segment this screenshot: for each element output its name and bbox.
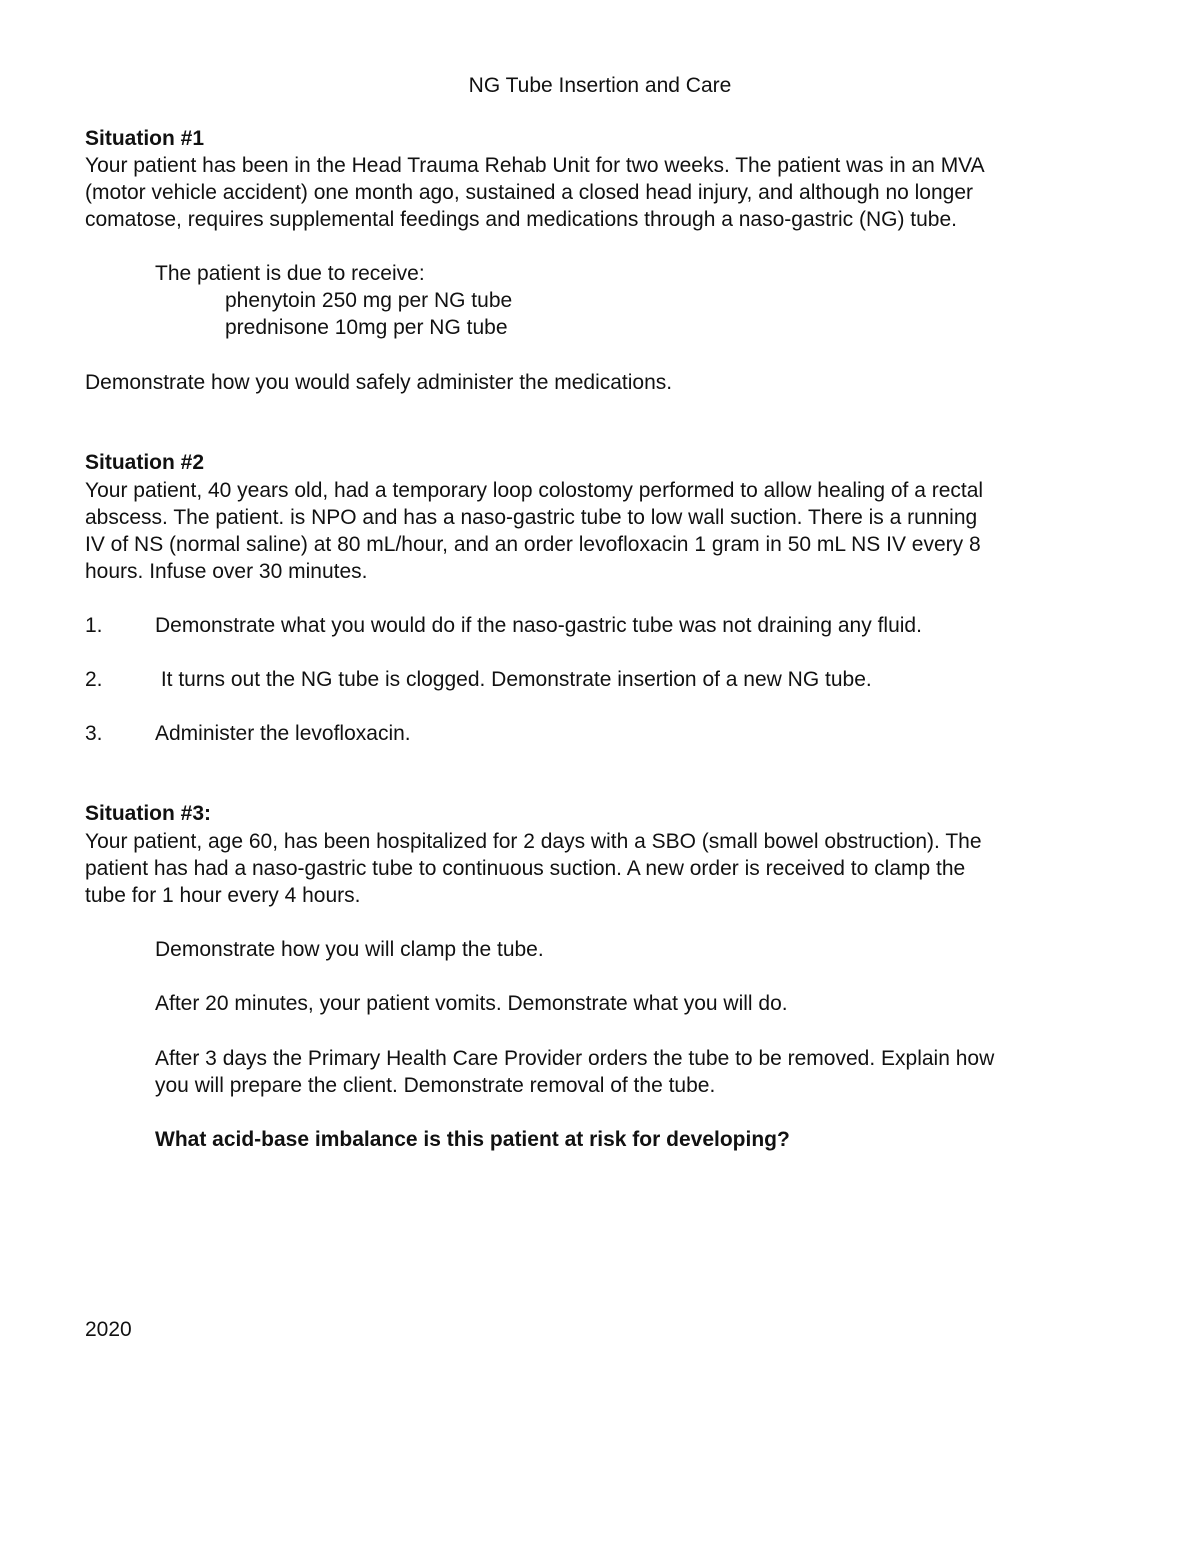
list-item-text: Demonstrate what you would do if the naso-gastric tube was not draining any fluid. xyxy=(155,614,922,637)
situation-2-paragraph-line: IV of NS (normal saline) at 80 mL/hour, and an order levofloxacin 1 gram in 50 mL NS IV every 8 xyxy=(85,533,981,556)
medication-item: phenytoin 250 mg per NG tube xyxy=(225,289,513,312)
situation-3-task: Demonstrate how you will clamp the tube. xyxy=(155,938,544,961)
situation-2-paragraph-line: Your patient, 40 years old, had a temporary loop colostomy performed to allow healing of a rectal xyxy=(85,479,984,502)
list-item-number: 1. xyxy=(85,614,103,637)
list-item-number: 2. xyxy=(85,668,103,691)
situation-3-paragraph-line: Your patient, age 60, has been hospitalized for 2 days with a SBO (small bowel obstruction). The xyxy=(85,830,982,853)
situation-2-paragraph-line: hours. Infuse over 30 minutes. xyxy=(85,560,368,583)
situation-1-paragraph-line: (motor vehicle accident) one month ago, sustained a closed head injury, and although no longer xyxy=(85,181,974,204)
situation-2-paragraph-line: abscess. The patient. is NPO and has a naso-gastric tube to low wall suction. There is a running xyxy=(85,506,978,529)
situation-1-due-intro: The patient is due to receive: xyxy=(155,262,425,285)
document-title: NG Tube Insertion and Care xyxy=(468,74,732,97)
list-item-text: It turns out the NG tube is clogged. Demonstrate insertion of a new NG tube. xyxy=(155,668,872,691)
list-item-text: Administer the levofloxacin. xyxy=(155,722,411,745)
medication-item: prednisone 10mg per NG tube xyxy=(225,316,508,339)
situation-1-heading: Situation #1 xyxy=(85,127,205,150)
situation-3-heading: Situation #3: xyxy=(85,802,212,825)
situation-1-paragraph-line: comatose, requires supplemental feedings and medications through a naso-gastric (NG) tube. xyxy=(85,208,957,231)
footer-year: 2020 xyxy=(85,1318,132,1341)
situation-3-task: After 20 minutes, your patient vomits. Demonstrate what you will do. xyxy=(155,992,788,1015)
situation-3-paragraph-line: patient has had a naso-gastric tube to continuous suction. A new order is received to clamp the xyxy=(85,857,966,880)
situation-3-paragraph-line: tube for 1 hour every 4 hours. xyxy=(85,884,361,907)
list-item-number: 3. xyxy=(85,722,103,745)
situation-3-task-line: After 3 days the Primary Health Care Provider orders the tube to be removed. Explain how xyxy=(155,1047,995,1070)
situation-1-task: Demonstrate how you would safely administer the medications. xyxy=(85,371,673,394)
situation-1-paragraph-line: Your patient has been in the Head Trauma Rehab Unit for two weeks. The patient was in an MVA xyxy=(85,154,985,177)
situation-3-task-line: you will prepare the client. Demonstrate removal of the tube. xyxy=(155,1074,716,1097)
situation-2-heading: Situation #2 xyxy=(85,451,205,474)
situation-3-question: What acid-base imbalance is this patient at risk for developing? xyxy=(155,1128,790,1151)
